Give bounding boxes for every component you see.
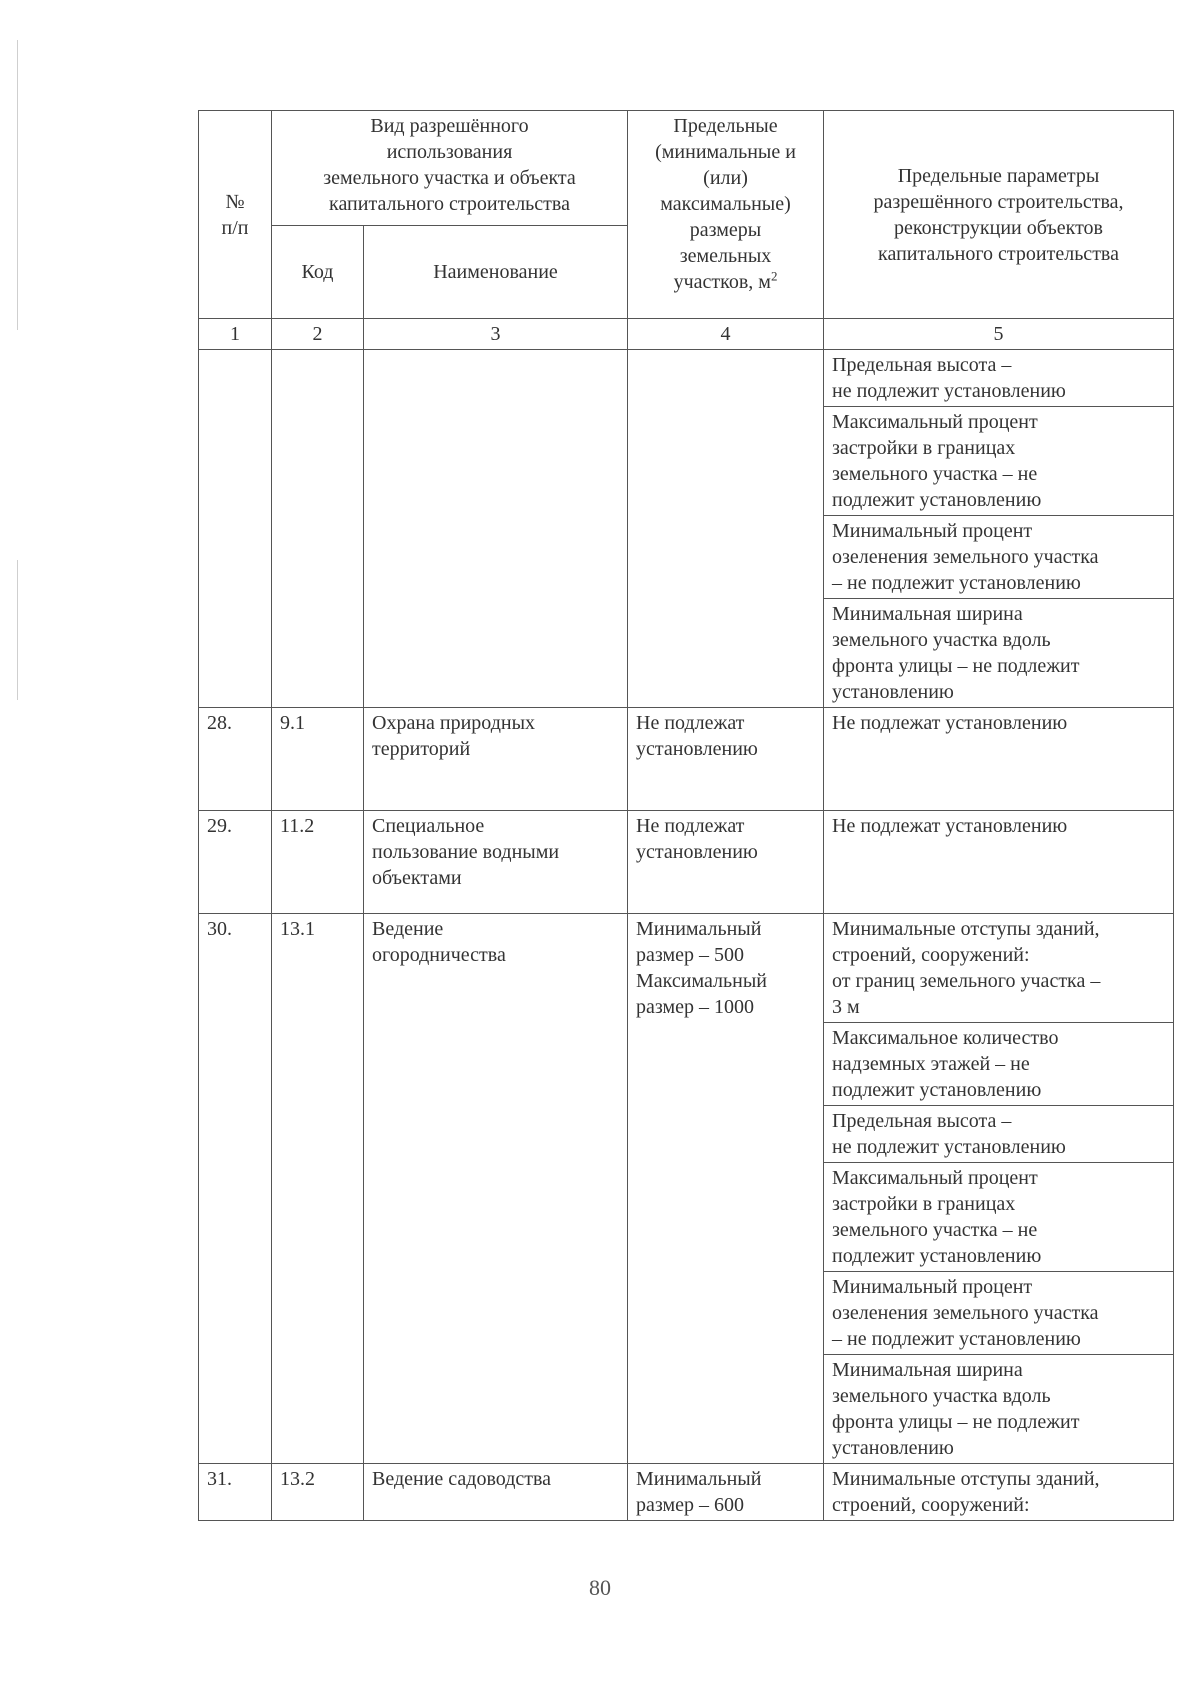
param-item: Максимальный процент застройки в границах земельного участка – не подлежит установлению	[824, 406, 1173, 515]
param-item: Минимальный процент озеленения земельного участка – не подлежит установлению	[824, 1271, 1173, 1354]
cell-number: 28.	[199, 708, 272, 811]
scan-edge-line	[17, 560, 18, 700]
cell-number: 31.	[199, 1464, 272, 1521]
cell-number: 29.	[199, 811, 272, 914]
header-use-type: Вид разрешённого использования земельного участка и объекта капитального строительства	[272, 111, 628, 226]
table-row-continuation	[199, 350, 1174, 708]
cell-params	[824, 350, 1174, 708]
column-number-row	[199, 319, 1174, 350]
cell-params: Не подлежат установлению	[824, 811, 1174, 914]
superscript-2: 2	[770, 268, 778, 284]
header-name: Наименование	[364, 226, 628, 319]
header-plot-size: Предельные (минимальные и (или) максимальные) размеры земельных участков, $м^2$	[628, 111, 824, 319]
cell-params: Минимальные отступы зданий, строений, сооружений:	[824, 1464, 1174, 1521]
table-row	[199, 708, 1174, 811]
cell-name: Специальное пользование водными объектами	[364, 811, 628, 914]
cell-name	[364, 350, 628, 708]
cell-size: Не подлежат установлению	[628, 811, 824, 914]
column-number: 5	[824, 319, 1174, 350]
page-number: 80	[589, 1575, 611, 1600]
cell-number	[199, 350, 272, 708]
cell-code	[272, 350, 364, 708]
header-code: Код	[272, 226, 364, 319]
cell-params	[824, 914, 1174, 1464]
column-number: 4	[628, 319, 824, 350]
table-row	[199, 811, 1174, 914]
header-number: № п/п	[199, 111, 272, 319]
column-number: 1	[199, 319, 272, 350]
cell-number: 30.	[199, 914, 272, 1464]
land-use-regulations-table	[198, 110, 1174, 1521]
param-item: Предельная высота – не подлежит установлению	[824, 1105, 1173, 1162]
cell-name: Ведение огородничества	[364, 914, 628, 1464]
param-item: Минимальная ширина земельного участка вдоль фронта улицы – не подлежит установлению	[824, 1354, 1173, 1463]
param-item: Минимальная ширина земельного участка вдоль фронта улицы – не подлежит установлению	[824, 598, 1173, 707]
cell-size: Минимальный размер – 500 Максимальный размер – 1000	[628, 914, 824, 1464]
table-row	[199, 1464, 1174, 1521]
cell-size	[628, 350, 824, 708]
table-row	[199, 914, 1174, 1464]
param-item: Минимальный процент озеленения земельного участка – не подлежит установлению	[824, 515, 1173, 598]
cell-params: Не подлежат установлению	[824, 708, 1174, 811]
header-row	[199, 111, 1174, 226]
cell-code: 11.2	[272, 811, 364, 914]
cell-size: Минимальный размер – 600	[628, 1464, 824, 1521]
param-item: Минимальные отступы зданий, строений, сооружений: от границ земельного участка – 3 м	[832, 918, 1101, 1018]
column-number: 3	[364, 319, 628, 350]
cell-size: Не подлежат установлению	[628, 708, 824, 811]
param-item: Предельная высота – не подлежит установлению	[832, 354, 1066, 402]
scan-edge-line	[17, 40, 18, 330]
column-number: 2	[272, 319, 364, 350]
cell-code: 13.2	[272, 1464, 364, 1521]
cell-code: 9.1	[272, 708, 364, 811]
cell-name: Ведение садоводства	[364, 1464, 628, 1521]
cell-name: Охрана природных территорий	[364, 708, 628, 811]
header-construction-params: Предельные параметры разрешённого строительства, реконструкции объектов капитального строительства	[824, 111, 1174, 319]
param-item: Максимальное количество надземных этажей – не подлежит установлению	[824, 1022, 1173, 1105]
cell-code: 13.1	[272, 914, 364, 1464]
param-item: Максимальный процент застройки в границах земельного участка – не подлежит установлению	[824, 1162, 1173, 1271]
